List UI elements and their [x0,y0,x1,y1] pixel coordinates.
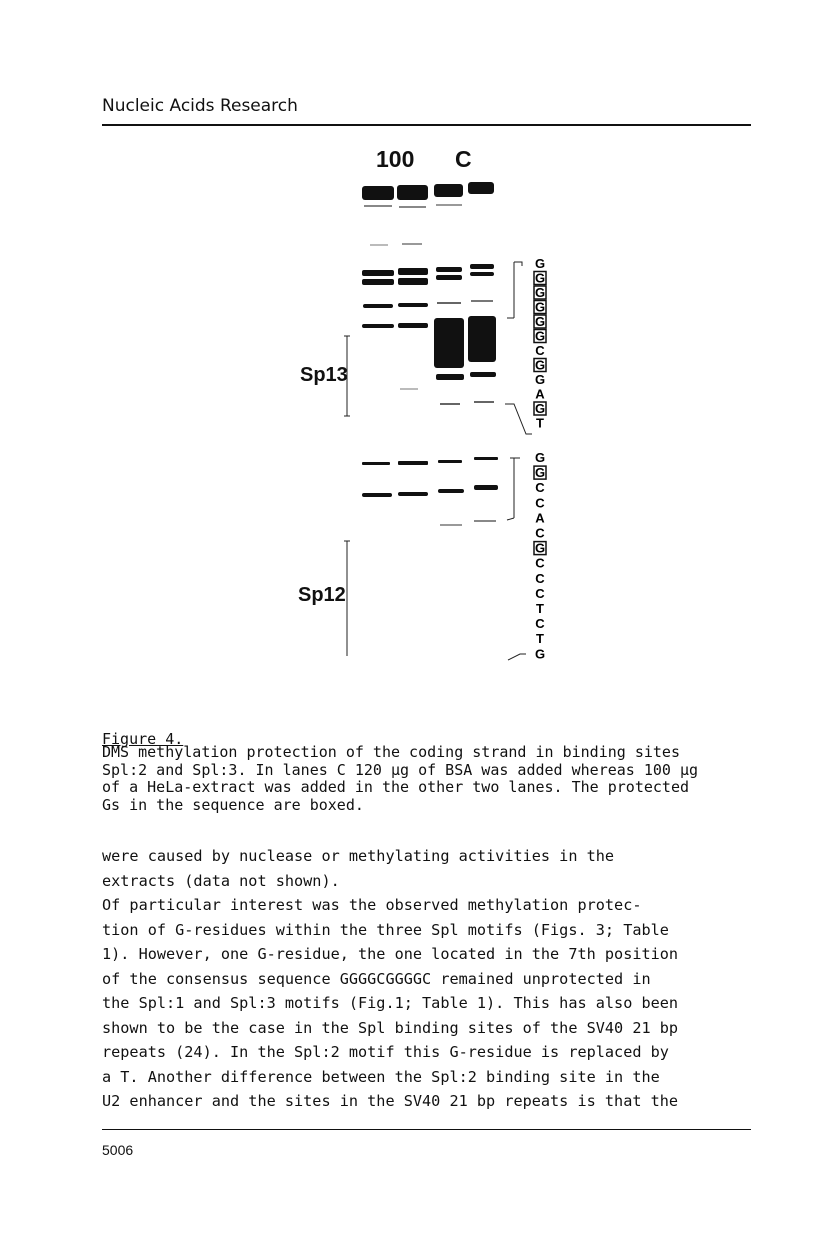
sequence-letter: G [534,450,546,465]
sequence-letter: G [534,285,546,300]
sequence-column [534,256,546,661]
sequence-letter: A [535,510,545,526]
page-number: 5006 [102,1142,134,1158]
sequence-letter: G [534,357,546,373]
sequence-letter: G [534,314,546,329]
site-label-sp13: Sp13 [300,364,348,386]
sequence-letter: G [534,328,546,344]
gel-lanes [362,182,498,526]
sequence-letter: C [535,495,545,511]
sequence-letter: G [534,270,546,286]
sequence-letter: G [534,299,546,315]
sequence-letter: C [535,616,545,632]
sequence-letter: A [535,386,545,402]
body-paragraph: were caused by nuclease or methylating activities in the extracts (data not shown). Of particular interest was the observed methylation protec- tion of G-residues within the three Spl motifs (Figs. 3; Table 1). However, one G-residue, the one located in the 7th position of the consensus sequence GGGGCGGGGC remained unprotected in the Spl:1 and Spl:3 motifs (Fig.1; Table 1). This has also been shown to be the case in the Spl binding sites of the SV40 21 bp repeats (24). In the Spl:2 motif this G-residue is replaced by a T. Another difference between the Spl:2 binding site in the U2 enhancer and the sites in the SV40 21 bp repeats is that the [102,847,679,1110]
sequence-letter: T [536,631,544,647]
site-label-sp12: Sp12 [298,584,346,606]
sequence-letter: C [535,585,545,601]
journal-title: Nucleic Acids Research [102,96,298,116]
footer-rule [102,1129,751,1130]
lane-header-c: C [455,146,472,172]
sequence-letter: C [535,570,545,586]
lane-header-100: 100 [376,146,415,172]
sequence-letter: G [534,372,546,387]
figure-caption: DMS methylation protection of the coding strand in binding sites Spl:2 and Spl:3. In lanes C 120 µg of BSA was added whereas 100 µg of a HeLa-extract was added in the other two lanes. The protected Gs in the sequence are boxed. [102,743,699,814]
sequence-letter: G [534,256,546,271]
sequence-letter: T [536,601,544,616]
sequence-letter: C [535,555,545,571]
sequence-letter: C [535,343,545,358]
sequence-letter: C [535,480,545,496]
sequence-letter: G [534,646,546,662]
sequence-letter: G [534,401,546,416]
sequence-letter: C [535,525,545,541]
sequence-letter: G [534,540,546,556]
sequence-letter: T [536,415,544,431]
sequence-letter: G [534,465,546,481]
figure-title: Figure 4. [102,730,184,748]
